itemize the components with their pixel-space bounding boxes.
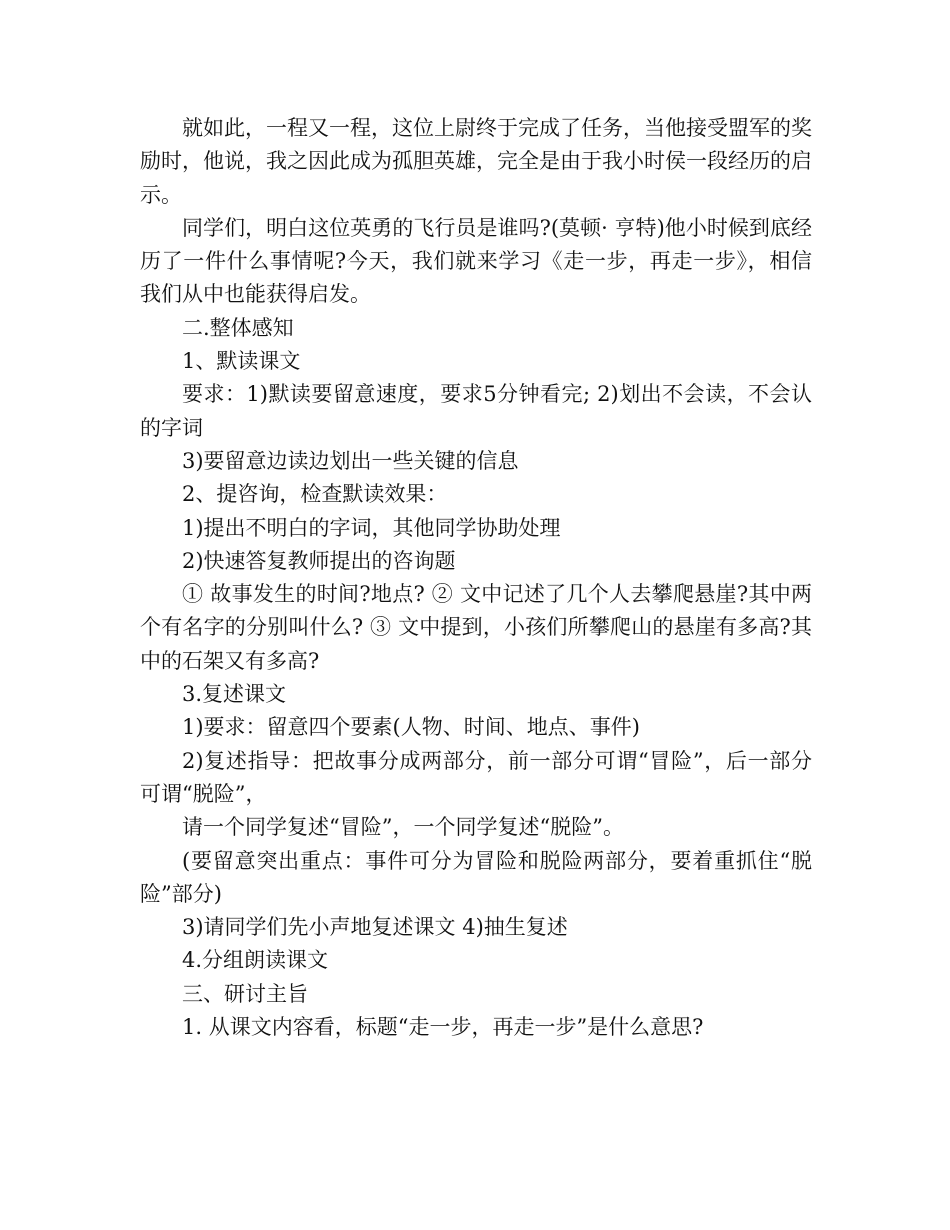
document-page xyxy=(140,112,812,1044)
section-heading-overall-perception: 二.整体感知 xyxy=(182,315,294,340)
section-heading-discuss-theme: 三、研讨主旨 xyxy=(182,981,308,1006)
paragraph-mark-key-info: 3)要留意边读边划出一些关键的信息 xyxy=(182,448,519,473)
paragraph-retell-requirements: 1)要求：留意四个要素(人物、时间、地点、事件) xyxy=(182,715,640,740)
paragraph-introduction: 同学们，明白这位英勇的飞行员是谁吗?(莫顿· 亨特)他小时候到底经历了一件什么事情呢?今天，我们就来学习《走一步，再走一步》，相信我们从中也能获得启发。 xyxy=(140,215,812,307)
step-ask-questions: 2、提咨询，检查默读效果： xyxy=(182,482,448,507)
paragraph-unknown-words: 1)提出不明白的字词，其他同学协助处理 xyxy=(182,515,561,540)
paragraph-question-list: ① 故事发生的时间?地点? ② 文中记述了几个人去攀爬悬崖?其中两个有名字的分别叫什么? ③ 文中提到，小孩们所攀爬山的悬崖有多高?其中的石架又有多高? xyxy=(140,582,812,673)
paragraph-title-meaning-question: 1. 从课文内容看，标题“走一步，再走一步”是什么意思? xyxy=(182,1015,704,1040)
step-retell-text: 3.复述课文 xyxy=(182,682,287,707)
step-silent-reading: 1、默读课文 xyxy=(182,349,301,374)
paragraph-retell-assignment: 请一个同学复述“冒险”，一个同学复述“脱险”。 xyxy=(182,815,624,840)
paragraph-retell-practice: 3)请同学们先小声地复述课文 4)抽生复述 xyxy=(182,915,568,940)
paragraph-retell-guidance: 2)复述指导：把故事分成两部分，前一部分可谓“冒险”，后一部分可谓“脱险”， xyxy=(140,748,812,806)
paragraph-quick-answers: 2)快速答复教师提出的咨询题 xyxy=(182,548,456,573)
paragraph-reading-requirements: 要求：1)默读要留意速度，要求5分钟看完; 2)划出不会读，不会认的字词 xyxy=(140,382,812,440)
step-group-reading: 4.分组朗读课文 xyxy=(182,948,329,973)
paragraph-retell-focus-note: (要留意突出重点：事件可分为冒险和脱险两部分，要着重抓住“脱险”部分) xyxy=(140,848,812,906)
paragraph-captain-story: 就如此，一程又一程，这位上尉终于完成了任务，当他接受盟军的奖励时，他说，我之因此成为孤胆英雄，完全是由于我小时侯一段经历的启示。 xyxy=(140,116,812,207)
